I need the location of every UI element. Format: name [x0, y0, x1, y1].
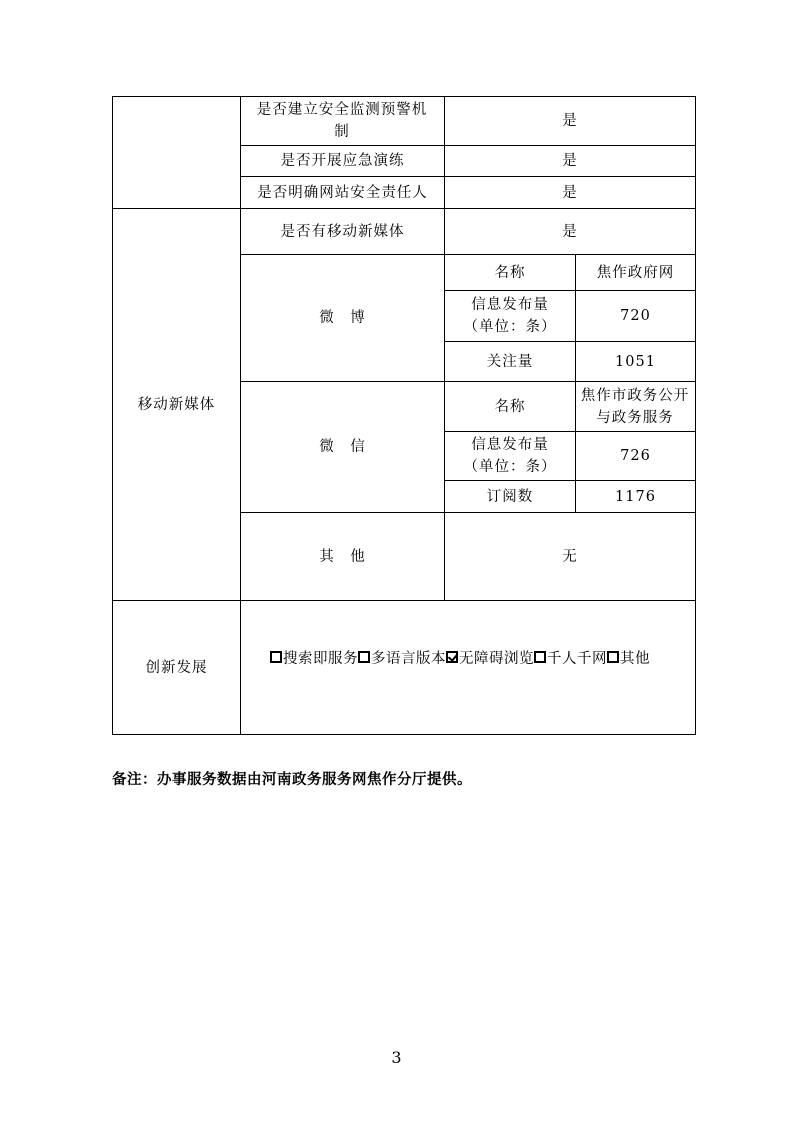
option-label: 无障碍浏览 — [459, 650, 534, 667]
option-label: 千人千网 — [547, 650, 607, 667]
other-media-label: 其 他 — [319, 548, 366, 565]
checkbox-search-as-service[interactable] — [270, 651, 282, 663]
weibo-name-label: 名称 — [494, 264, 526, 281]
weibo-followers-label: 关注量 — [486, 353, 534, 370]
option-label: 搜索即服务 — [283, 650, 358, 667]
checkbox-personalized[interactable] — [534, 651, 546, 663]
has-new-media-value: 是 — [562, 223, 578, 240]
checkbox-accessibility[interactable] — [446, 651, 458, 663]
option-label: 多语言版本 — [371, 650, 446, 667]
weibo-posts-value: 720 — [620, 308, 651, 324]
wechat-label: 微 信 — [319, 439, 366, 455]
innovation-section-label: 创新发展 — [145, 659, 208, 676]
other-media-value: 无 — [562, 548, 578, 565]
security-owner-label: 是否明确网站安全责任人 — [257, 184, 428, 201]
wechat-subscribers-value: 1176 — [615, 488, 656, 505]
emergency-drill-value: 是 — [562, 153, 578, 169]
wechat-posts-label: 信息发布量（单位：条） — [463, 437, 557, 475]
emergency-drill-label: 是否开展应急演练 — [280, 153, 405, 169]
has-new-media-label: 是否有移动新媒体 — [280, 223, 405, 240]
warning-mechanism-value: 是 — [562, 113, 578, 129]
option-label: 其他 — [620, 650, 650, 667]
weibo-posts-label: 信息发布量（单位：条） — [463, 297, 557, 335]
weibo-label: 微 博 — [319, 310, 366, 326]
security-owner-value: 是 — [562, 184, 578, 201]
innovation-options — [270, 645, 650, 669]
checkbox-other[interactable] — [607, 651, 619, 663]
wechat-name-value: 焦作市政务公开与政务服务 — [580, 387, 690, 426]
checkbox-multilingual[interactable] — [358, 651, 370, 663]
wechat-subscribers-label: 订阅数 — [486, 488, 534, 505]
page-number: 3 — [391, 1048, 402, 1067]
weibo-name-value: 焦作政府网 — [596, 264, 675, 281]
weibo-followers-value: 1051 — [615, 353, 656, 370]
new-media-section-label: 移动新媒体 — [137, 396, 216, 413]
footnote: 备注：办事服务数据由河南政务服务网焦作分厅提供。 — [112, 771, 472, 788]
warning-mechanism-label: 是否建立安全监测预警机制 — [256, 102, 428, 140]
wechat-posts-value: 726 — [620, 448, 651, 464]
wechat-name-label: 名称 — [494, 398, 526, 415]
